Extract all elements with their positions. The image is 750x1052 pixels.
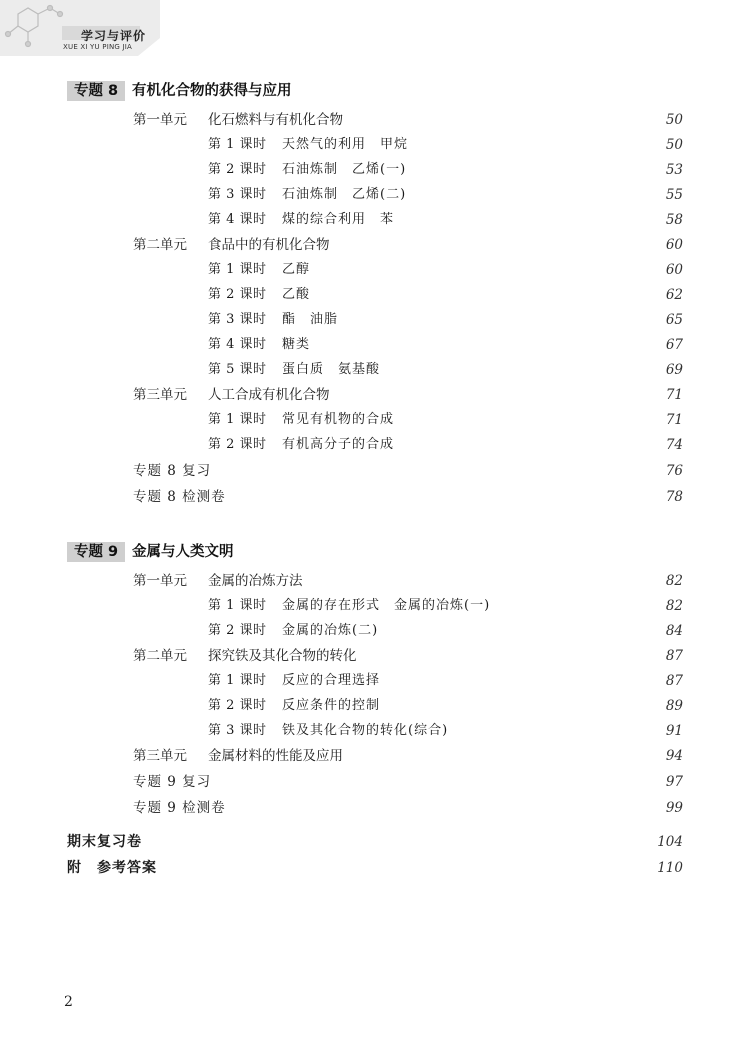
lesson-title: 石油炼制 乙烯(二)	[282, 187, 407, 202]
toc-lesson-entry[interactable]	[0, 184, 750, 206]
toc-lesson-entry[interactable]	[0, 595, 750, 617]
toc-unit-entry[interactable]	[0, 570, 750, 592]
unit-label: 第三单元	[133, 748, 187, 764]
toc-lesson-entry[interactable]	[0, 334, 750, 356]
page-number: 82	[665, 573, 683, 589]
toc-final-entry[interactable]	[0, 831, 750, 853]
page-number: 76	[665, 463, 683, 479]
review-label: 专题 8 检测卷	[133, 489, 226, 505]
lesson-label: 第 4 课时	[208, 212, 267, 227]
page-number: 78	[665, 489, 683, 505]
page-number: 50	[665, 112, 683, 128]
lesson-title: 石油炼制 乙烯(一)	[282, 162, 407, 177]
unit-title: 金属的冶炼方法	[208, 573, 303, 589]
page-number: 60	[665, 262, 683, 278]
toc-review-entry[interactable]	[0, 797, 750, 819]
review-label: 专题 9 复习	[133, 774, 212, 790]
lesson-title: 天然气的利用 甲烷	[282, 137, 409, 152]
page-footer-number: 2	[64, 994, 73, 1010]
page-number: 89	[665, 698, 683, 714]
page-number: 53	[665, 162, 683, 178]
page-number: 84	[665, 623, 683, 639]
toc-lesson-entry[interactable]	[0, 134, 750, 156]
topic-label: 专题 8	[67, 81, 125, 101]
unit-title: 人工合成有机化合物	[208, 387, 330, 403]
lesson-label: 第 3 课时	[208, 312, 267, 327]
page-number: 60	[665, 237, 683, 253]
page-number: 110	[657, 860, 683, 876]
toc-lesson-entry[interactable]	[0, 695, 750, 717]
topic-title: 有机化合物的获得与应用	[132, 83, 292, 99]
review-label: 专题 8 复习	[133, 463, 212, 479]
answers-label: 附 参考答案	[67, 860, 157, 876]
lesson-label: 第 2 课时	[208, 623, 267, 638]
toc-unit-entry[interactable]	[0, 234, 750, 256]
lesson-label: 第 4 课时	[208, 337, 267, 352]
lesson-label: 第 2 课时	[208, 287, 267, 302]
lesson-label: 第 1 课时	[208, 673, 267, 688]
toc-review-entry[interactable]	[0, 486, 750, 508]
page-number: 82	[665, 598, 683, 614]
lesson-label: 第 3 课时	[208, 187, 267, 202]
toc-lesson-entry[interactable]	[0, 359, 750, 381]
page-number: 67	[665, 337, 683, 353]
lesson-label: 第 2 课时	[208, 698, 267, 713]
page-number: 104	[657, 834, 683, 850]
lesson-title: 铁及其化合物的转化(综合)	[282, 723, 449, 738]
lesson-label: 第 2 课时	[208, 162, 267, 177]
topic-heading[interactable]	[0, 541, 750, 563]
header-title: 学习与评价	[81, 29, 147, 43]
toc-unit-entry[interactable]	[0, 109, 750, 131]
toc-lesson-entry[interactable]	[0, 620, 750, 642]
toc-lesson-entry[interactable]	[0, 159, 750, 181]
lesson-title: 糖类	[282, 337, 311, 352]
lesson-label: 第 5 课时	[208, 362, 267, 377]
page-number: 74	[665, 437, 683, 453]
page-number: 50	[665, 137, 683, 153]
page-number: 87	[665, 673, 683, 689]
toc-lesson-entry[interactable]	[0, 309, 750, 331]
toc-final-entry[interactable]	[0, 857, 750, 879]
topic-label: 专题 9	[67, 542, 125, 562]
lesson-title: 金属的存在形式 金属的冶炼(一)	[282, 598, 491, 613]
page-number: 55	[665, 187, 683, 203]
page-number: 94	[665, 748, 683, 764]
lesson-title: 乙醇	[282, 262, 311, 277]
toc-review-entry[interactable]	[0, 460, 750, 482]
unit-label: 第二单元	[133, 648, 187, 664]
unit-label: 第三单元	[133, 387, 187, 403]
toc-unit-entry[interactable]	[0, 645, 750, 667]
toc-lesson-entry[interactable]	[0, 434, 750, 456]
lesson-label: 第 1 课时	[208, 137, 267, 152]
review-label: 专题 9 检测卷	[133, 800, 226, 816]
lesson-title: 反应的合理选择	[282, 673, 381, 688]
toc-lesson-entry[interactable]	[0, 720, 750, 742]
toc-lesson-entry[interactable]	[0, 670, 750, 692]
page-number: 97	[665, 774, 683, 790]
unit-title: 探究铁及其化合物的转化	[208, 648, 357, 664]
unit-label: 第一单元	[133, 573, 187, 589]
unit-label: 第二单元	[133, 237, 187, 253]
lesson-label: 第 3 课时	[208, 723, 267, 738]
unit-title: 化石燃料与有机化合物	[208, 112, 343, 128]
lesson-title: 常见有机物的合成	[282, 412, 395, 427]
unit-title: 金属材料的性能及应用	[208, 748, 343, 764]
page-number: 65	[665, 312, 683, 328]
final-exam-label: 期末复习卷	[67, 834, 142, 850]
page-number: 69	[665, 362, 683, 378]
lesson-label: 第 2 课时	[208, 437, 267, 452]
lesson-title: 反应条件的控制	[282, 698, 381, 713]
page-number: 99	[665, 800, 683, 816]
lesson-label: 第 1 课时	[208, 262, 267, 277]
toc-review-entry[interactable]	[0, 771, 750, 793]
unit-title: 食品中的有机化合物	[208, 237, 330, 253]
page-number: 91	[665, 723, 683, 739]
page-number: 71	[665, 412, 683, 428]
lesson-title: 蛋白质 氨基酸	[282, 362, 381, 377]
page-number: 62	[665, 287, 683, 303]
toc-lesson-entry[interactable]	[0, 284, 750, 306]
toc-unit-entry[interactable]	[0, 384, 750, 406]
lesson-title: 煤的综合利用 苯	[282, 212, 395, 227]
lesson-title: 酯 油脂	[282, 312, 339, 327]
toc-unit-entry[interactable]	[0, 745, 750, 767]
toc-lesson-entry[interactable]	[0, 209, 750, 231]
page-number: 58	[665, 212, 683, 228]
topic-title: 金属与人类文明	[132, 544, 234, 560]
topic-heading[interactable]	[0, 80, 750, 102]
header-banner	[0, 0, 160, 56]
page-number: 71	[665, 387, 683, 403]
lesson-title: 乙酸	[282, 287, 311, 302]
lesson-title: 金属的冶炼(二)	[282, 623, 379, 638]
toc-lesson-entry[interactable]	[0, 409, 750, 431]
page-number: 87	[665, 648, 683, 664]
unit-label: 第一单元	[133, 112, 187, 128]
lesson-label: 第 1 课时	[208, 412, 267, 427]
toc-lesson-entry[interactable]	[0, 259, 750, 281]
header-subtitle: XUE XI YU PING JIA	[63, 43, 132, 51]
lesson-title: 有机高分子的合成	[282, 437, 395, 452]
lesson-label: 第 1 课时	[208, 598, 267, 613]
